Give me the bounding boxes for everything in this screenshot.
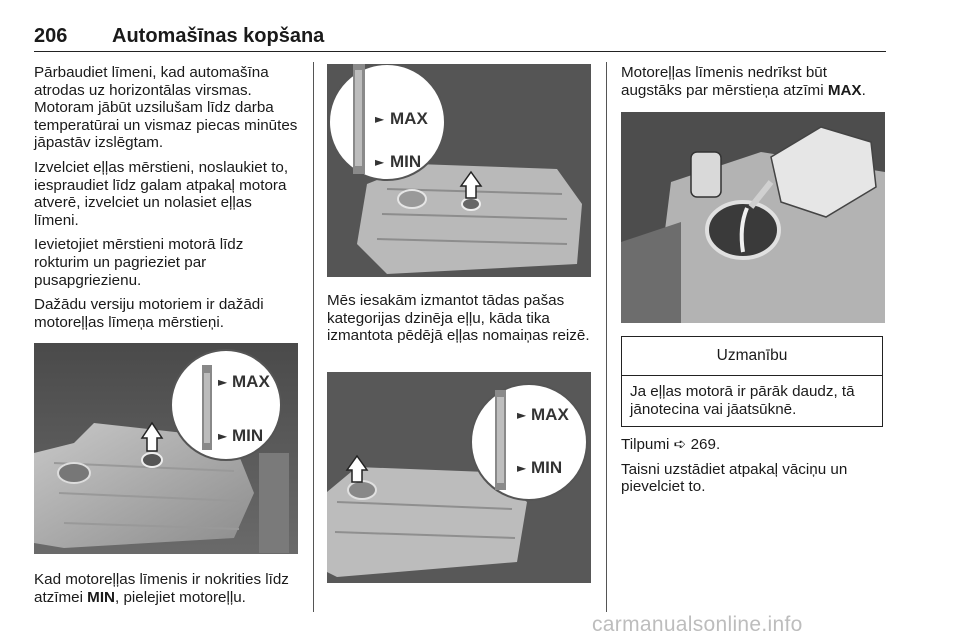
column-divider bbox=[606, 62, 607, 612]
min-label: MIN bbox=[232, 426, 264, 445]
max-label: MAX bbox=[531, 405, 569, 424]
notice-title: Uzmanību bbox=[622, 337, 882, 376]
column-3-bottom bbox=[621, 436, 883, 503]
ref-end: . bbox=[715, 436, 721, 453]
page-title: Automašīnas kopšana bbox=[112, 25, 325, 47]
max-label: MAX bbox=[390, 109, 428, 128]
page-number: 206 bbox=[34, 25, 68, 47]
column-divider bbox=[313, 62, 314, 612]
column-2-text bbox=[327, 292, 591, 352]
caption-bold: MIN bbox=[87, 588, 116, 606]
paragraph: Mēs iesakām izmantot tādas pašas kategorijas dzinēja eļļu, kāda tika izmantota pēdējā eļļas nomaiņas reizē. bbox=[327, 292, 590, 345]
max-marker-icon: ► bbox=[375, 112, 385, 126]
column-1 bbox=[34, 64, 300, 338]
caution-notice bbox=[621, 336, 883, 427]
watermark: carmanualsonline.info bbox=[592, 613, 803, 636]
caption-text-end: , pielejiet motoreļļu. bbox=[115, 588, 246, 606]
notice-body: Ja eļļas motorā ir pārāk daudz, tā jānotecina vai jāatsūknē. bbox=[630, 383, 855, 418]
ref-page[interactable]: 269 bbox=[690, 436, 716, 453]
min-marker-icon: ► bbox=[375, 155, 385, 169]
paragraph: Dažādu versiju motoriem ir dažādi motoreļļas līmeņa mērstieņi. bbox=[34, 296, 264, 331]
paragraph: Motoreļļas līmenis nedrīkst būt augstāks par mērstieņa atzīmi bbox=[621, 64, 828, 99]
max-marker-icon: ► bbox=[218, 375, 228, 389]
dipstick-figure-1 bbox=[34, 343, 298, 554]
min-marker-icon: ► bbox=[218, 429, 228, 443]
column-3-text bbox=[621, 64, 883, 106]
dipstick-figure-3 bbox=[327, 372, 591, 583]
max-label: MAX bbox=[232, 372, 270, 391]
paragraph: Ievietojiet mērstieni motorā līdz rokturim un pagrieziet par pusapgriezienu. bbox=[34, 236, 244, 289]
max-marker-icon: ► bbox=[517, 408, 527, 422]
page-header bbox=[34, 25, 886, 52]
oil-filling-figure bbox=[621, 112, 885, 323]
min-marker-icon: ► bbox=[517, 461, 527, 475]
paragraph: Taisni uzstādiet atpakaļ vāciņu un pievelciet to. bbox=[621, 460, 848, 496]
arrow-icon: ➪ bbox=[673, 436, 687, 453]
ref-text: Tilpumi bbox=[621, 436, 670, 453]
caption-text: Kad motoreļļas līmenis ir nokrities līdz atzīmei bbox=[34, 571, 289, 606]
paragraph: Izvelciet eļļas mērstieni, noslaukiet to, iespraudiet līdz galam atpakaļ motora atverē, izvelciet un nolasiet eļļas līmeni. bbox=[34, 158, 289, 229]
paragraph-bold: MAX bbox=[827, 81, 862, 99]
dipstick-figure-2 bbox=[327, 64, 591, 277]
min-label: MIN bbox=[531, 458, 563, 477]
min-label: MIN bbox=[390, 152, 422, 171]
paragraph: Pārbaudiet līmeni, kad automašīna atrodas uz horizontālas virsmas. Motoram jābūt uzsilušam līdz darba temperatūrai un vismaz piecas minūtes jāpastāv izslēgtam. bbox=[34, 64, 298, 152]
caption bbox=[34, 571, 300, 613]
paragraph-end: . bbox=[861, 81, 866, 99]
cross-reference[interactable] bbox=[621, 436, 883, 454]
